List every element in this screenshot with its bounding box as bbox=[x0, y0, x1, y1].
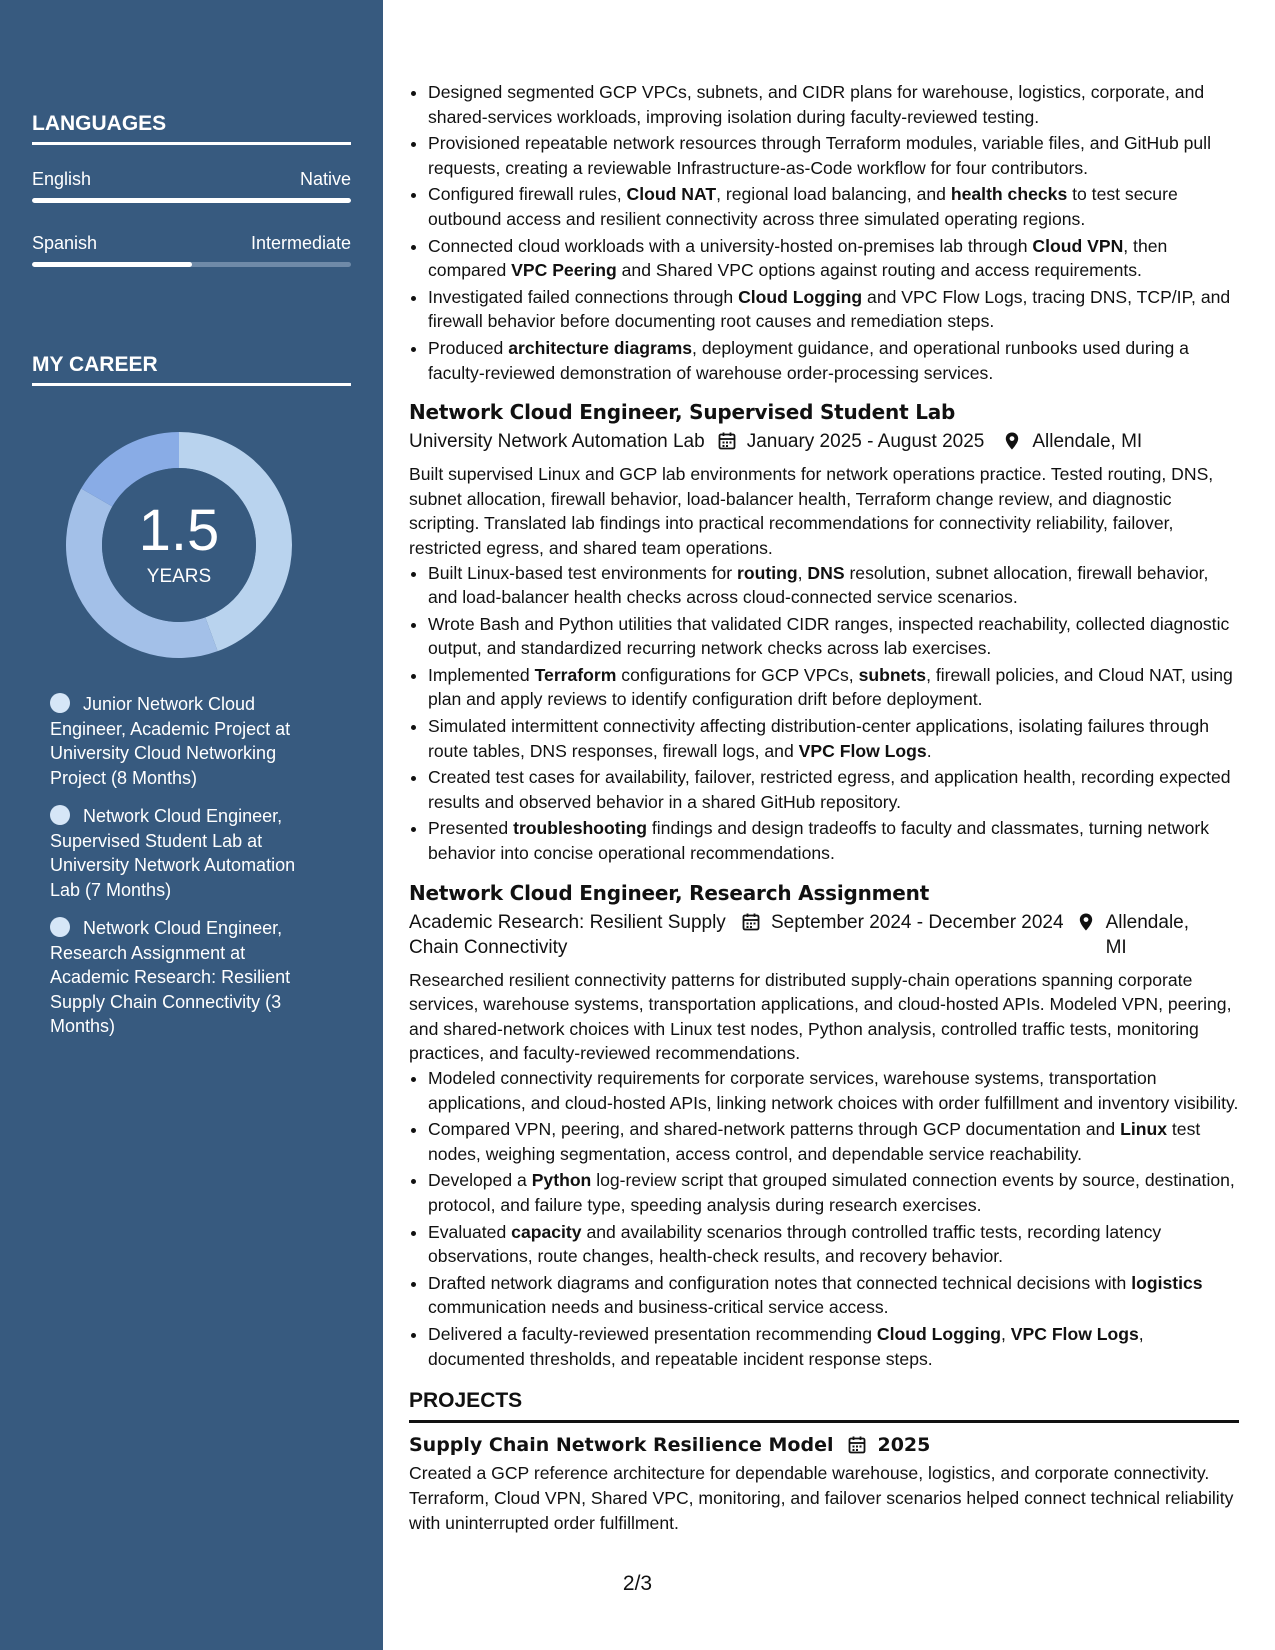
language-name: Spanish bbox=[32, 233, 98, 253]
job-meta bbox=[409, 429, 1239, 454]
bullet-item: • Designed segmented GCP VPCs, subnets, and CIDR plans for warehouse, logistics, corporate, and shared-services workloads, improving isolation during faculty-reviewed testing. bbox=[428, 80, 1239, 129]
career-total-unit: YEARS bbox=[146, 566, 212, 587]
location-pin-icon bbox=[1002, 431, 1022, 451]
language-proficiency-fill bbox=[32, 198, 351, 203]
career-heading: MY CAREER bbox=[32, 353, 351, 386]
projects-section bbox=[409, 1389, 1239, 1535]
language-item bbox=[32, 233, 351, 267]
career-item bbox=[50, 804, 320, 902]
job-meta bbox=[409, 910, 1239, 960]
career-item-text: Network Cloud Engineer, Research Assignment at Academic Research: Resilient Supply Chain Connectivity (3 Months) bbox=[50, 918, 291, 1036]
project-year bbox=[847, 1433, 930, 1458]
sidebar bbox=[0, 0, 383, 1650]
bullet-item: • Evaluated capacity and availability scenarios through controlled traffic tests, recording latency observations, route changes, health-check results, and recovery behavior. bbox=[428, 1220, 1239, 1269]
calendar-icon bbox=[741, 912, 761, 932]
bullet-item: • Compared VPN, peering, and shared-network patterns through GCP documentation and Linux test nodes, weighing segmentation, access control, and dependable service reachability. bbox=[428, 1117, 1239, 1166]
bullet-item: • Configured firewall rules, Cloud NAT, regional load balancing, and health checks to test secure outbound access and resilient connectivity across three simulated operating regions. bbox=[428, 182, 1239, 231]
calendar-icon bbox=[847, 1435, 867, 1455]
languages-heading: LANGUAGES bbox=[32, 112, 351, 145]
career-total-number: 1.5 bbox=[138, 498, 220, 563]
intro-bullet-list bbox=[409, 80, 1239, 385]
job-summary: Built supervised Linux and GCP lab environments for network operations practice. Tested routing, DNS, subnet allocation, firewall behavior, load-balancer health, Terraform change review, and diagnostic scripting. Translated lab findings into practical recommendations for connectivity reliability, failover, restricted egress, and shared team operations. bbox=[409, 464, 1214, 558]
bullet-item: • Wrote Bash and Python utilities that validated CIDR ranges, inspected reachability, collected diagnostic output, and standardized recurring network checks across lab exercises. bbox=[428, 612, 1239, 661]
calendar-icon bbox=[717, 431, 737, 451]
job-title: Network Cloud Engineer, Supervised Student Lab bbox=[409, 400, 956, 425]
project-title-row bbox=[409, 1433, 1239, 1458]
main-content bbox=[409, 80, 1239, 1535]
job-org: University Network Automation Lab bbox=[409, 431, 705, 453]
job-location-text: Allendale, MI bbox=[1032, 431, 1143, 453]
job-summary: Researched resilient connectivity patterns for distributed supply-chain operations spanning corporate services, warehouse systems, transportation applications, and cloud-hosted APIs. Modeled VPN, peering, and shared-network choices with Linux test nodes, Python analysis, controlled traffic tests, monitoring practices, and faculty-reviewed recommendations. bbox=[409, 969, 1232, 1064]
language-name: English bbox=[32, 169, 92, 189]
bullet-item: • Developed a Python log-review script that grouped simulated connection events by source, destination, protocol, and failure type, speeding analysis during research exercises. bbox=[428, 1168, 1239, 1217]
job-entry bbox=[409, 880, 1239, 1372]
job-dates-text: September 2024 - December 2024 bbox=[771, 911, 1064, 933]
location-pin-icon bbox=[1076, 912, 1096, 932]
career-dot-icon bbox=[50, 917, 70, 937]
bullet-item: • Implemented Terraform configurations for GCP VPCs, subnets, firewall policies, and Cloud NAT, using plan and apply reviews to identify configuration drift before deployment. bbox=[428, 663, 1239, 712]
language-item bbox=[32, 169, 351, 203]
bullet-item: • Modeled connectivity requirements for corporate services, warehouse systems, transportation applications, and cloud-hosted APIs, linking network choices with order fulfillment and inventory visibility. bbox=[428, 1066, 1239, 1115]
language-proficiency-bar bbox=[32, 262, 351, 267]
bullet-item: • Created test cases for availability, failover, restricted egress, and application health, recording expected results and observed behavior in a shared GitHub repository. bbox=[428, 765, 1239, 814]
job-dates bbox=[717, 429, 985, 454]
language-level: Native bbox=[299, 169, 351, 189]
bullet-item: • Produced architecture diagrams, deployment guidance, and operational runbooks used during a faculty-reviewed demonstration of warehouse order-processing services. bbox=[428, 336, 1239, 385]
language-level: Intermediate bbox=[250, 233, 351, 253]
bullet-item: • Connected cloud workloads with a university-hosted on-premises lab through Cloud VPN, then compared VPC Peering and Shared VPC options against routing and access requirements. bbox=[428, 234, 1239, 283]
project-year-text: 2025 bbox=[877, 1433, 931, 1456]
bullet-item: • Built Linux-based test environments for routing, DNS resolution, subnet allocation, firewall behavior, and load-balancer health checks across cloud-connected service scenarios. bbox=[428, 561, 1239, 610]
job-entry bbox=[409, 399, 1239, 866]
project-entry bbox=[409, 1433, 1239, 1535]
job-org: Academic Research: Resilient Supply Chain Connectivity bbox=[409, 911, 726, 958]
bullet-item: • Simulated intermittent connectivity affecting distribution-center applications, isolating failures through route tables, DNS responses, firewall logs, and VPC Flow Logs. bbox=[428, 714, 1239, 763]
language-proficiency-bar bbox=[32, 198, 351, 203]
career-item bbox=[50, 916, 320, 1039]
career-section bbox=[32, 353, 351, 386]
career-dot-icon bbox=[50, 805, 70, 825]
page-number: 2/3 bbox=[622, 1572, 653, 1595]
career-item-text: Network Cloud Engineer, Supervised Student Lab at University Network Automation Lab (7 Months) bbox=[50, 806, 296, 900]
language-proficiency-fill bbox=[32, 262, 192, 267]
career-donut-center bbox=[66, 432, 292, 658]
career-list bbox=[50, 692, 320, 1053]
job-location-text: Allendale, MI bbox=[1105, 911, 1190, 958]
bullet-item: • Investigated failed connections through Cloud Logging and VPC Flow Logs, tracing DNS, TCP/IP, and firewall behavior before documenting root causes and remediation steps. bbox=[428, 285, 1239, 334]
bullet-item: • Provisioned repeatable network resources through Terraform modules, variable files, and GitHub pull requests, creating a reviewable Infrastructure-as-Code workflow for four contributors. bbox=[428, 131, 1239, 180]
job-dates bbox=[741, 910, 1064, 935]
job-location bbox=[1002, 429, 1142, 454]
career-item-text: Junior Network Cloud Engineer, Academic Project at University Cloud Networking Project (8 Months) bbox=[50, 694, 291, 788]
job-dates-text: January 2025 - August 2025 bbox=[746, 431, 985, 453]
career-donut-chart bbox=[66, 432, 292, 658]
career-dot-icon bbox=[50, 693, 70, 713]
job-bullet-list bbox=[409, 1066, 1239, 1371]
languages-section bbox=[32, 112, 351, 267]
bullet-item: • Delivered a faculty-reviewed presentation recommending Cloud Logging, VPC Flow Logs, documented thresholds, and repeatable incident response steps. bbox=[428, 1322, 1239, 1371]
project-title: Supply Chain Network Resilience Model bbox=[409, 1433, 834, 1456]
bullet-item: • Presented troubleshooting findings and design tradeoffs to faculty and classmates, turning network behavior into concise operational recommendations. bbox=[428, 816, 1239, 865]
bullet-item: • Drafted network diagrams and configuration notes that connected technical decisions with logistics communication needs and business-critical service access. bbox=[428, 1271, 1239, 1320]
job-title: Network Cloud Engineer, Research Assignment bbox=[409, 880, 930, 905]
projects-heading: PROJECTS bbox=[409, 1389, 1239, 1423]
job-location bbox=[1076, 910, 1206, 960]
job-bullet-list bbox=[409, 561, 1239, 866]
career-item bbox=[50, 692, 320, 790]
project-description: Created a GCP reference architecture for dependable warehouse, logistics, and corporate connectivity. Terraform, Cloud VPN, Shared VPC, monitoring, and failover scenarios helped connect technical reliability with uninterrupted order fulfillment. bbox=[409, 1463, 1234, 1533]
